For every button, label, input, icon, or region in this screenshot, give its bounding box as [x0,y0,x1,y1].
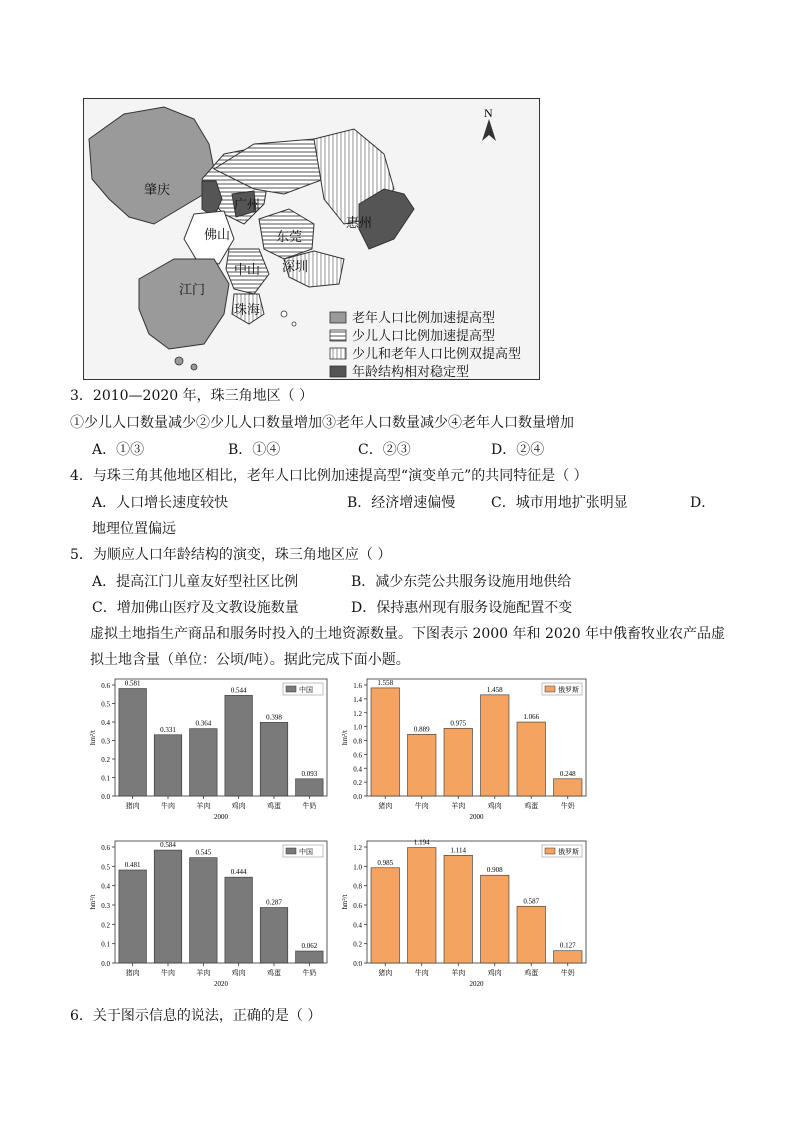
x-tick-label: 猪肉 [378,802,393,810]
bar-value-label: 0.287 [266,898,282,907]
y-axis-label: hm²/t [89,730,97,745]
x-tick-label: 鸡蛋 [524,802,539,810]
bar [190,729,218,796]
legend-label: 少儿和老年人口比例双提高型 [352,346,522,361]
y-tick-label: 0.0 [101,793,110,801]
q5-option-a: A．提高江门儿童友好型社区比例 [92,574,299,590]
y-tick-label: 0.1 [101,940,110,949]
plot-frame [115,841,327,963]
bar [190,858,218,963]
q4-option-d-cont: 地理位置偏远 [92,521,176,537]
x-tick-label: 羊肉 [451,969,466,977]
intro-line-1: 虚拟土地指生产商品和服务时投入的土地资源数量。下图表示 2000 年和 2020 年中俄畜牧业农产品虚 [90,626,726,642]
bar [371,688,399,796]
x-tick-label: 牛肉 [414,969,429,977]
bar-value-label: 1.458 [486,685,503,694]
y-axis-label: hm²/t [89,894,97,910]
chart-russia-2020 [337,835,592,995]
x-tick-label: 牛肉 [161,969,175,977]
y-tick-label: 0.2 [353,779,362,788]
bar [225,695,253,796]
bar [154,850,182,963]
q6-stem: 6．关于图示信息的说法，正确的是（ ） [70,1008,322,1024]
legend-label: 俄罗斯 [558,686,579,694]
bar [481,875,509,963]
x-axis-year: 2020 [214,980,228,988]
y-tick-label: 1.0 [353,723,362,732]
x-tick-label: 猪肉 [378,969,393,977]
legend-label: 俄罗斯 [558,848,579,856]
q3-option-b: B．①④ [228,442,281,458]
y-tick-label: 0.2 [101,921,110,930]
map-svg [84,99,539,379]
bar [517,722,545,796]
city-label: 广州 [234,197,261,212]
y-tick-label: 0.0 [101,960,110,968]
bar [444,855,472,963]
bar-value-label: 1.114 [450,846,466,855]
bar [444,728,472,796]
bar [371,868,399,963]
x-tick-label: 鸡蛋 [267,802,281,810]
bar-value-label: 0.093 [301,769,318,778]
legend-swatch [286,686,296,692]
y-tick-label: 0.8 [353,882,362,891]
bar-value-label: 0.444 [230,868,247,877]
x-tick-label: 鸡蛋 [524,969,539,977]
bar-value-label: 0.062 [301,942,318,951]
x-tick-label: 羊肉 [196,802,211,810]
y-tick-label: 0.2 [101,756,110,764]
q5-stem: 5．为顺应人口年龄结构的演变，珠三角地区应（ ） [70,547,392,563]
y-tick-label: 1.2 [353,709,362,718]
city-label: 中山 [234,262,261,277]
city-label: 肇庆 [144,182,171,197]
chart-russia-2000 [337,673,592,828]
chart-svg-china-2020 [85,835,333,995]
q3-option-c: C．②③ [358,442,411,458]
y-tick-label: 0.0 [353,793,362,801]
x-tick-label: 鸡肉 [487,969,502,977]
bar-value-label: 0.331 [160,725,176,734]
bar [296,951,324,963]
q5-option-d: D．保持惠州现有服务设施配置不变 [351,600,573,616]
bar-value-label: 0.587 [523,897,540,906]
north-label: N [484,106,493,120]
y-tick-label: 0.6 [353,902,362,910]
y-axis-label: hm²/t [341,894,349,910]
y-tick-label: 0.3 [101,737,110,746]
bar [260,722,288,796]
y-tick-label: 0.4 [101,882,110,891]
x-tick-label: 牛奶 [560,802,575,810]
chart-china-2020 [85,835,333,995]
bar [408,734,436,796]
y-tick-label: 0.8 [353,737,362,746]
q4-option-c: C．城市用地扩张明显 [491,495,628,511]
plot-frame [367,838,586,963]
x-tick-label: 牛奶 [560,969,575,977]
bar [154,735,182,796]
bar [260,908,288,963]
bar [225,877,253,963]
q5-option-c: C．增加佛山医疗及文教设施数量 [92,600,299,616]
x-tick-label: 鸡肉 [231,802,246,810]
bar-value-label: 0.398 [266,713,282,722]
bar-value-label: 0.908 [486,866,503,875]
bar [408,848,436,963]
y-tick-label: 0.6 [101,682,110,690]
intro-paragraph [90,621,750,673]
bar-value-label: 1.066 [523,713,540,722]
city-label: 东莞 [276,229,303,244]
x-axis-year: 2020 [469,980,484,988]
y-tick-label: 0.5 [101,700,110,709]
bar-value-label: 1.194 [413,838,430,847]
x-tick-label: 鸡蛋 [267,969,281,977]
x-tick-label: 牛肉 [161,802,175,810]
y-tick-label: 1.4 [353,695,362,704]
bar-value-label: 0.975 [450,719,467,728]
city-label: 佛山 [204,227,231,242]
y-tick-label: 1.2 [353,844,362,852]
bar-value-label: 0.584 [160,841,176,850]
x-tick-label: 猪肉 [125,969,140,977]
y-tick-label: 0.4 [353,765,362,774]
q5-option-b: B．减少东莞公共服务设施用地供给 [351,574,572,590]
q4-option-d: D． [690,495,716,511]
y-tick-label: 0.0 [353,960,362,968]
city-label: 江门 [179,282,206,297]
y-tick-label: 1.0 [353,863,362,872]
plot-frame [367,679,586,796]
bar-value-label: 1.558 [377,678,394,687]
bar [119,689,147,796]
x-tick-label: 羊肉 [196,969,211,977]
x-tick-label: 牛肉 [414,802,429,810]
chart-svg-russia-2020 [337,835,592,995]
q3-option-a: A．①③ [92,442,145,458]
city-label: 珠海 [234,302,261,317]
q3-stem: 3．2010—2020 年，珠三角地区（ ） [70,388,314,404]
q3-statements: ①少儿人口数量减少②少儿人口数量增加③老年人口数量减少④老年人口数量增加 [70,415,574,431]
y-tick-label: 0.4 [101,719,110,727]
chart-svg-russia-2000 [337,673,592,828]
bar-value-label: 0.364 [195,719,212,728]
legend-label: 中国 [299,848,313,856]
bar-value-label: 0.248 [559,769,576,778]
x-axis-year: 2000 [214,813,228,821]
bar-value-label: 0.581 [124,679,141,688]
x-tick-label: 猪肉 [125,802,140,810]
bar-value-label: 0.545 [195,848,212,857]
x-axis-year: 2000 [469,813,484,821]
y-tick-label: 0.1 [101,774,110,783]
q4-option-b: B．经济增速偏慢 [347,495,456,511]
bar [119,870,147,963]
q3-option-d: D．②④ [491,442,545,458]
x-tick-label: 鸡肉 [231,969,246,977]
x-tick-label: 牛奶 [302,969,317,977]
legend-label: 中国 [299,686,313,694]
bar [517,906,545,963]
bar [554,951,582,963]
legend-label: 少儿人口比例加速提高型 [352,328,496,343]
chart-china-2000 [85,673,333,828]
bar [481,695,509,796]
y-tick-label: 0.5 [101,863,110,872]
chart-svg-china-2000 [85,673,333,828]
y-axis-label: hm²/t [341,730,349,745]
y-tick-label: 0.3 [101,902,110,910]
legend-swatch [545,848,555,854]
y-tick-label: 1.6 [353,682,362,690]
q4-stem: 4．与珠三角其他地区相比，老年人口比例加速提高型“演变单元”的共同特征是（ ） [70,468,588,484]
bar-value-label: 0.985 [377,858,394,867]
y-tick-label: 0.6 [101,844,110,852]
legend-label: 老年人口比例加速提高型 [352,310,496,325]
bar-value-label: 0.889 [413,725,430,734]
city-label: 深圳 [282,259,309,274]
pearl-river-delta-map [83,98,540,380]
q4-option-a: A．人口增长速度较快 [92,495,229,511]
intro-line-2: 拟土地含量（单位：公顷/吨）。据此完成下面小题。 [90,652,410,668]
y-tick-label: 0.2 [353,940,362,949]
legend-swatch [286,848,296,854]
plot-frame [115,679,327,796]
bar [554,779,582,796]
bar-value-label: 0.127 [559,941,576,950]
y-tick-label: 0.4 [353,921,362,930]
y-tick-label: 0.6 [353,751,362,760]
legend-label: 年龄结构相对稳定型 [352,364,470,379]
bar [296,779,324,796]
x-tick-label: 羊肉 [451,802,466,810]
city-label: 惠州 [346,215,373,230]
x-tick-label: 鸡肉 [487,802,502,810]
x-tick-label: 牛奶 [302,802,317,810]
bar-value-label: 0.481 [124,861,141,870]
bar-value-label: 0.544 [230,686,247,695]
legend-swatch [545,686,555,692]
